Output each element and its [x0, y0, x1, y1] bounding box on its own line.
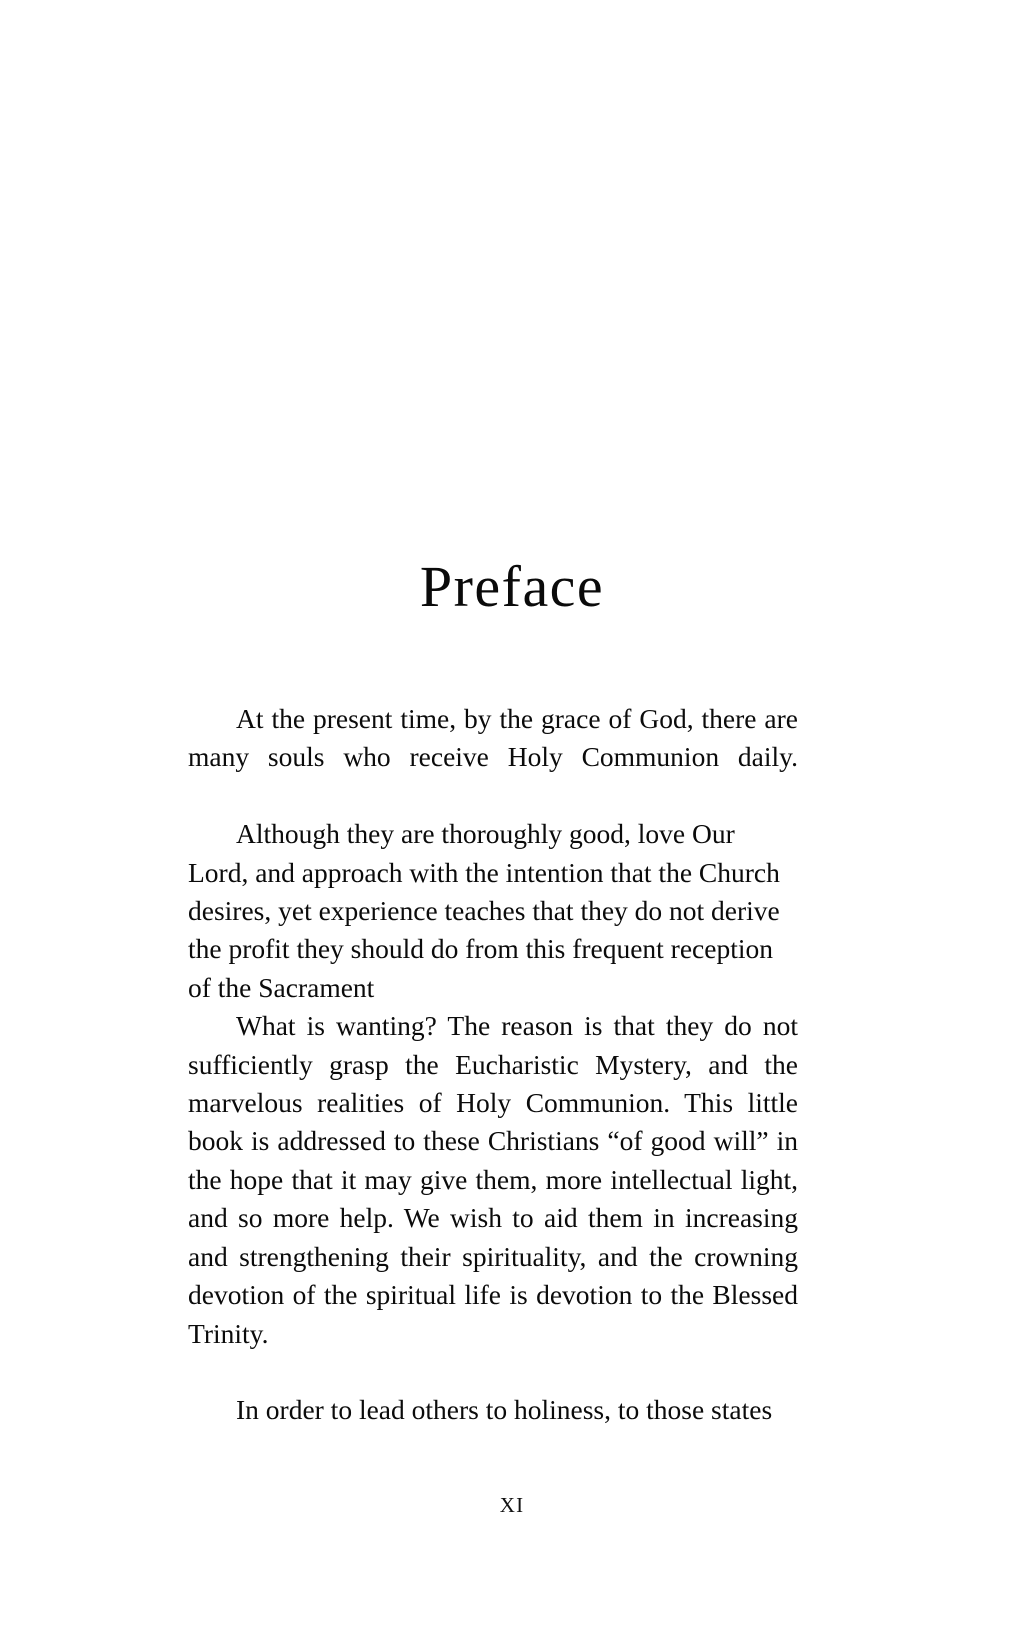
paragraph: What is wanting? The reason is that they do not sufficiently grasp the Eucharistic Mystery, and the marvelous realities of Holy Communion. This little book is addressed to these Christians “of good will” in the hope that it may give them, more intellectual light, and so more help. We wish to aid them in increasing and strengthening their spirituality, and the crowning devotion of the spiritual life is devotion to the Blessed Trinity. — [188, 1010, 798, 1349]
body-text-block — [188, 700, 798, 1430]
paragraph: In order to lead others to holiness, to those states — [236, 1394, 773, 1426]
paragraph: At the present time, by the grace of God, there are many souls who receive Holy Communion daily. — [188, 703, 798, 773]
page-title: Preface — [419, 553, 605, 619]
paragraph: Although they are thoroughly good, love Our Lord, and approach with the intention that the Church desires, yet experience teaches that they do not derive the profit they should do from this frequent reception of the Sacrament — [188, 818, 780, 1003]
page-number: XI — [499, 1493, 525, 1517]
